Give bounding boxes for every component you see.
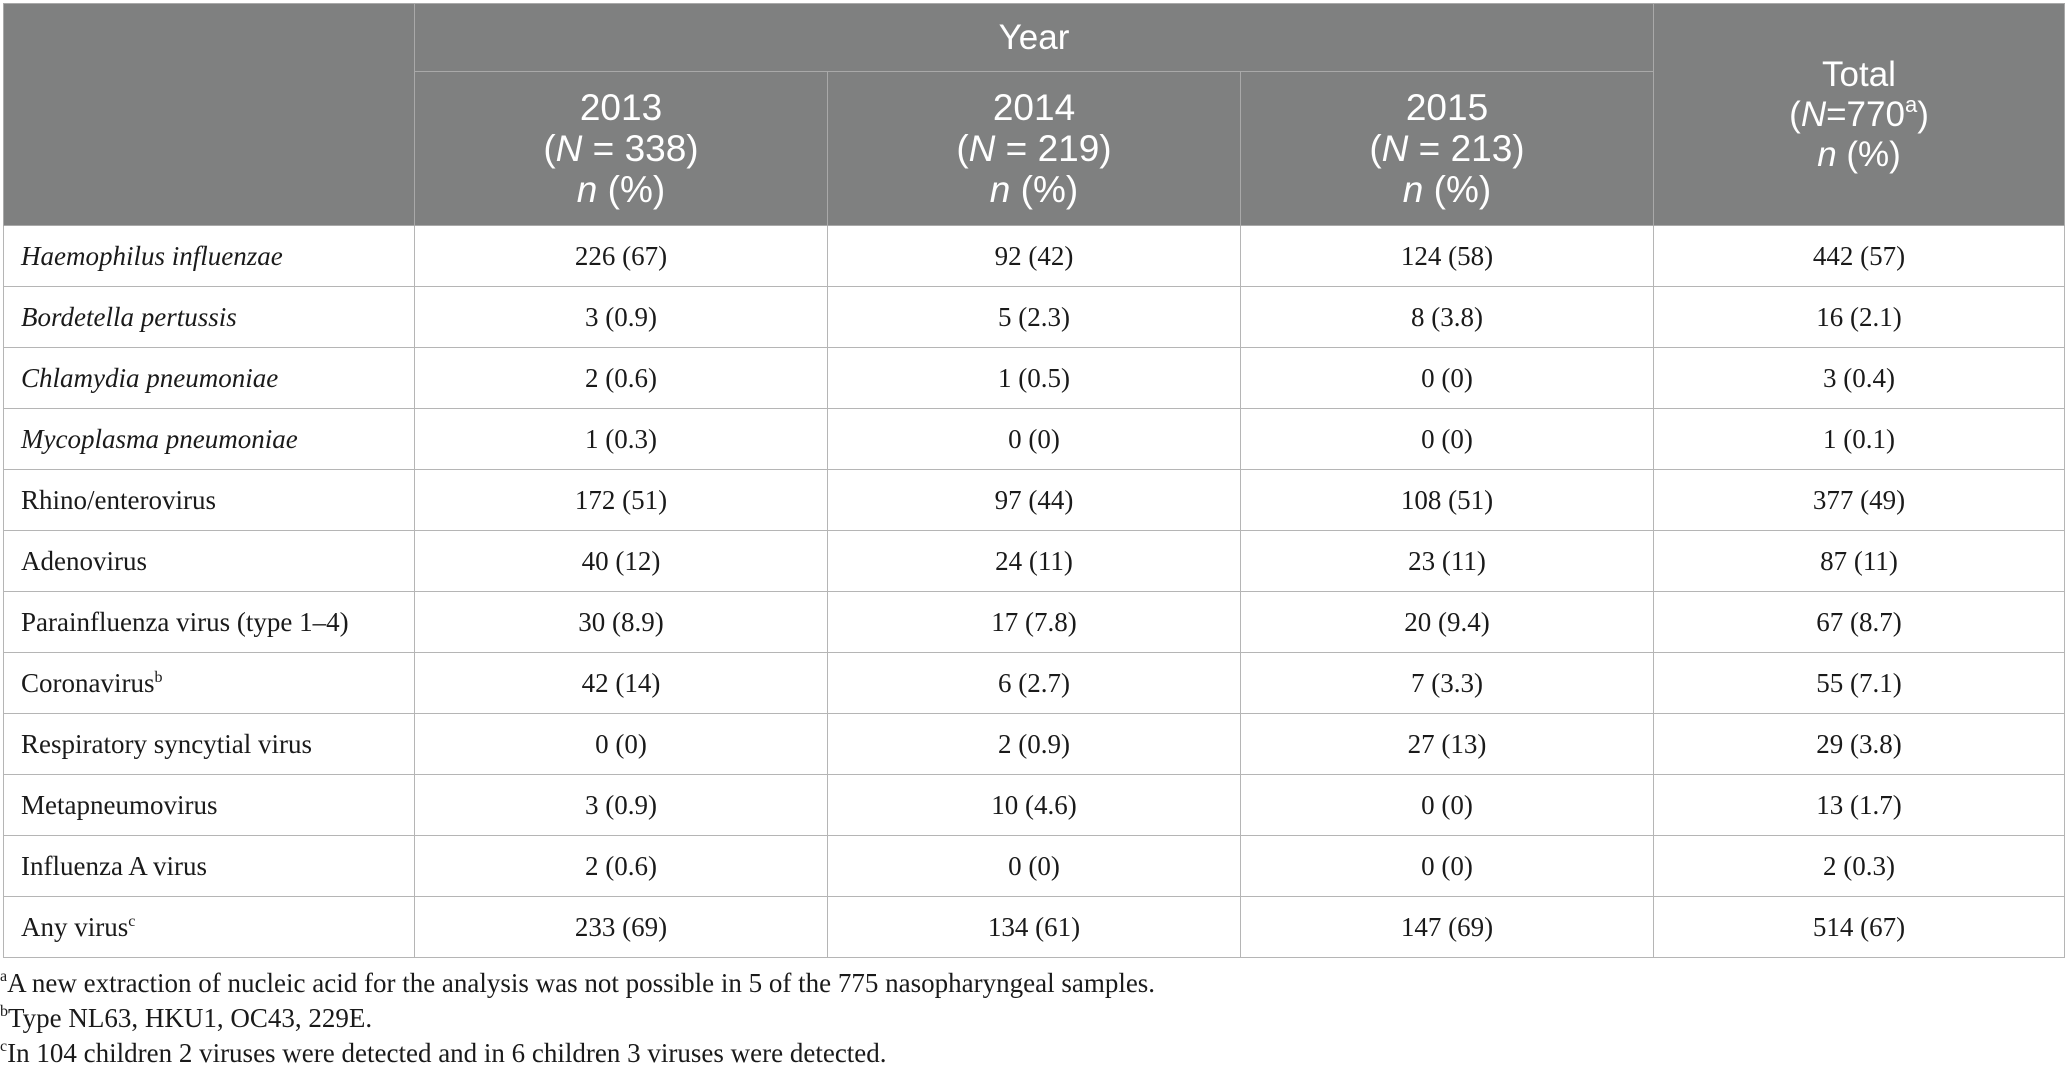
value-cell-2015: 27 (13)	[1241, 714, 1654, 775]
footnote-b	[0, 1001, 2060, 1036]
year-group-header: Year	[415, 4, 1654, 72]
table-row	[4, 348, 2065, 409]
year-column-header-2013	[415, 72, 828, 226]
value-cell-total: 3 (0.4)	[1654, 348, 2065, 409]
value-cell-2013: 172 (51)	[415, 470, 828, 531]
pathogen-name: Haemophilus influenzae	[21, 240, 283, 271]
value-cell-2013: 1 (0.3)	[415, 409, 828, 470]
value-cell-2015: 7 (3.3)	[1241, 653, 1654, 714]
year-column-header-2014	[828, 72, 1241, 226]
table-row	[4, 653, 2065, 714]
pathogen-name: Respiratory syncytial virus	[21, 728, 312, 759]
footnote-marker: c	[128, 912, 136, 930]
value-cell-2013: 42 (14)	[415, 653, 828, 714]
pathogen-name-cell	[4, 714, 415, 775]
table-row	[4, 531, 2065, 592]
value-cell-2014: 0 (0)	[828, 409, 1241, 470]
value-cell-2013: 40 (12)	[415, 531, 828, 592]
value-cell-2014: 97 (44)	[828, 470, 1241, 531]
value-cell-2014: 2 (0.9)	[828, 714, 1241, 775]
header-row-year	[4, 4, 2065, 72]
pathogen-name-cell	[4, 348, 415, 409]
table-row	[4, 836, 2065, 897]
footnote-mark: a	[0, 968, 8, 985]
pathogen-name: Any virus	[21, 911, 129, 942]
table-header	[4, 4, 2065, 226]
value-cell-2013: 30 (8.9)	[415, 592, 828, 653]
value-cell-2013: 2 (0.6)	[415, 836, 828, 897]
value-cell-2013: 2 (0.6)	[415, 348, 828, 409]
results-table-container	[3, 3, 2064, 958]
pathogen-name: Rhino/enterovirus	[21, 484, 216, 515]
value-cell-2015: 0 (0)	[1241, 409, 1654, 470]
year-n: (N = 338)	[543, 128, 699, 169]
value-cell-2014: 134 (61)	[828, 897, 1241, 958]
pathogen-name: Adenovirus	[21, 545, 147, 576]
year-column-header-2015	[1241, 72, 1654, 226]
table-row	[4, 287, 2065, 348]
total-stat-label: n (%)	[1817, 134, 1901, 174]
value-cell-2015: 147 (69)	[1241, 897, 1654, 958]
table-row	[4, 592, 2065, 653]
value-cell-total: 377 (49)	[1654, 470, 2065, 531]
year-n: (N = 213)	[1369, 128, 1525, 169]
value-cell-total: 13 (1.7)	[1654, 775, 2065, 836]
table-row	[4, 897, 2065, 958]
year-stat-label: n (%)	[989, 169, 1079, 210]
value-cell-2014: 0 (0)	[828, 836, 1241, 897]
value-cell-total: 2 (0.3)	[1654, 836, 2065, 897]
value-cell-total: 514 (67)	[1654, 897, 2065, 958]
footnote-marker: b	[154, 668, 163, 686]
pathogen-name: Bordetella pertussis	[21, 301, 237, 332]
table-body	[4, 226, 2065, 958]
value-cell-total: 1 (0.1)	[1654, 409, 2065, 470]
total-n: $(N=770^a)$	[1789, 91, 1929, 134]
year-stat-label: n (%)	[576, 169, 666, 210]
value-cell-total: 16 (2.1)	[1654, 287, 2065, 348]
pathogen-name: Mycoplasma pneumoniae	[21, 423, 298, 454]
footnote-a	[0, 966, 2060, 1001]
footnote-text: Type NL63, HKU1, OC43, 229E.	[8, 1003, 373, 1033]
value-cell-2014: 24 (11)	[828, 531, 1241, 592]
value-cell-2015: 20 (9.4)	[1241, 592, 1654, 653]
value-cell-total: 442 (57)	[1654, 226, 2065, 287]
value-cell-2014: 10 (4.6)	[828, 775, 1241, 836]
pathogen-column-header	[4, 4, 415, 226]
value-cell-2013: 233 (69)	[415, 897, 828, 958]
table-row	[4, 714, 2065, 775]
pathogen-name-cell	[4, 226, 415, 287]
pathogen-name: Metapneumovirus	[21, 789, 218, 820]
value-cell-2015: 0 (0)	[1241, 836, 1654, 897]
year-label: 2015	[1405, 87, 1489, 128]
footnote-c	[0, 1036, 2060, 1071]
pathogen-name-cell	[4, 897, 415, 958]
table-row	[4, 226, 2065, 287]
value-cell-total: 67 (8.7)	[1654, 592, 2065, 653]
value-cell-total: 87 (11)	[1654, 531, 2065, 592]
value-cell-2015: 0 (0)	[1241, 775, 1654, 836]
pathogen-name-cell	[4, 470, 415, 531]
value-cell-2014: 5 (2.3)	[828, 287, 1241, 348]
pathogen-name: Chlamydia pneumoniae	[21, 362, 279, 393]
year-stat-label: n (%)	[1402, 169, 1492, 210]
value-cell-2015: 8 (3.8)	[1241, 287, 1654, 348]
footnote-text: A new extraction of nucleic acid for the analysis was not possible in 5 of the 775 nasopharyngeal samples.	[7, 968, 1156, 998]
year-label: 2014	[992, 87, 1076, 128]
value-cell-total: 29 (3.8)	[1654, 714, 2065, 775]
footnote-text: In 104 children 2 viruses were detected and in 6 children 3 viruses were detected.	[7, 1038, 887, 1068]
table-row	[4, 409, 2065, 470]
footnote-mark: b	[0, 1003, 8, 1020]
footnote-mark: c	[0, 1038, 8, 1055]
value-cell-2013: 3 (0.9)	[415, 775, 828, 836]
total-label: Total	[1822, 54, 1896, 94]
pathogen-name: Parainfluenza virus (type 1–4)	[21, 606, 349, 637]
year-label: 2013	[579, 87, 663, 128]
pathogen-name-cell	[4, 653, 415, 714]
value-cell-2014: 1 (0.5)	[828, 348, 1241, 409]
detection-table	[3, 3, 2065, 958]
value-cell-2015: 23 (11)	[1241, 531, 1654, 592]
value-cell-2014: 92 (42)	[828, 226, 1241, 287]
pathogen-name-cell	[4, 531, 415, 592]
pathogen-name-cell	[4, 592, 415, 653]
value-cell-2013: 0 (0)	[415, 714, 828, 775]
year-n: (N = 219)	[956, 128, 1112, 169]
pathogen-name-cell	[4, 775, 415, 836]
table-footnotes	[0, 966, 2060, 1071]
table-row	[4, 775, 2065, 836]
pathogen-name: Influenza A virus	[21, 850, 207, 881]
value-cell-2014: 6 (2.7)	[828, 653, 1241, 714]
footnote-marker-a: a	[1904, 91, 1918, 117]
pathogen-name: Coronavirus	[21, 667, 155, 698]
value-cell-2015: 124 (58)	[1241, 226, 1654, 287]
value-cell-2015: 108 (51)	[1241, 470, 1654, 531]
pathogen-name-cell	[4, 836, 415, 897]
value-cell-2013: 226 (67)	[415, 226, 828, 287]
total-column-header	[1654, 4, 2065, 226]
value-cell-2013: 3 (0.9)	[415, 287, 828, 348]
pathogen-name-cell	[4, 287, 415, 348]
pathogen-name-cell	[4, 409, 415, 470]
value-cell-2015: 0 (0)	[1241, 348, 1654, 409]
value-cell-total: 55 (7.1)	[1654, 653, 2065, 714]
table-row	[4, 470, 2065, 531]
value-cell-2014: 17 (7.8)	[828, 592, 1241, 653]
